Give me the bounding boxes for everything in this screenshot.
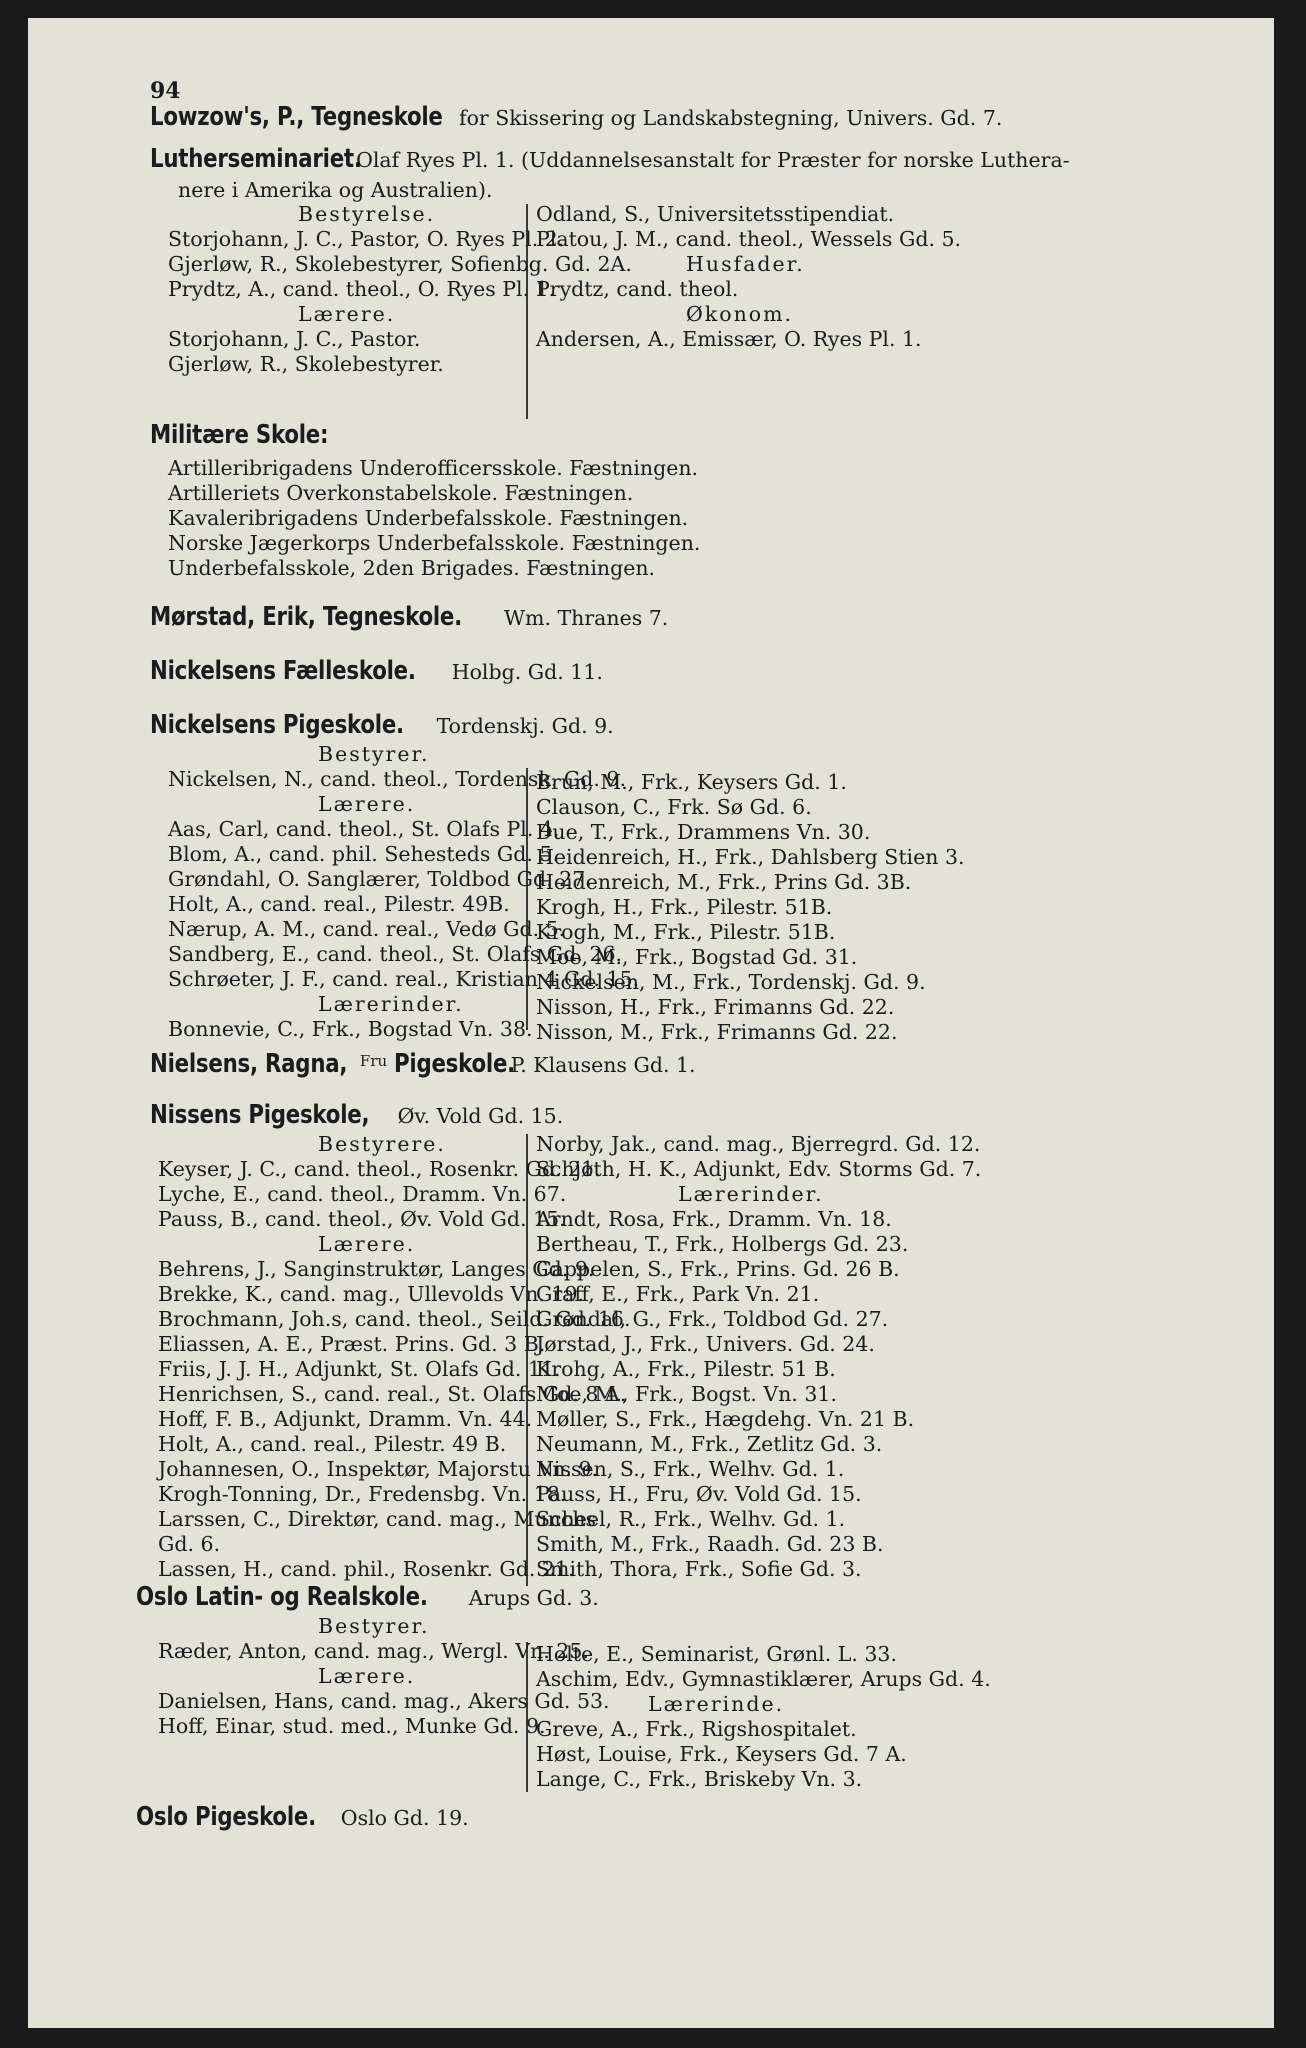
school-name-part2: Pigeskole. xyxy=(393,1049,515,1079)
role-heading: Lærere. xyxy=(318,1232,416,1256)
school-name: Oslo Latin- og Realskole. xyxy=(136,1582,428,1612)
person-entry: Grøndal, G., Frk., Toldbod Gd. 27. xyxy=(536,1307,889,1331)
person-entry: Moe, M., Frk., Bogstad Gd. 31. xyxy=(536,945,858,969)
person-entry: Bonnevie, C., Frk., Bogstad Vn. 38. xyxy=(168,1017,533,1041)
entry-nissens-pigeskole xyxy=(150,1098,590,1133)
directory-page xyxy=(28,18,1274,2028)
school-desc: Holbg. Gd. 11. xyxy=(451,660,603,684)
school-desc: Øv. Vold Gd. 15. xyxy=(397,1104,564,1128)
person-entry: Lyche, E., cand. theol., Dramm. Vn. 67. xyxy=(158,1182,567,1206)
role-heading: Lærerinder. xyxy=(678,1182,824,1206)
entry-militaere-skole xyxy=(150,418,367,453)
person-entry: Aas, Carl, cand. theol., St. Olafs Pl. 4. xyxy=(168,817,560,841)
person-entry: Schjøth, H. K., Adjunkt, Edv. Storms Gd. 7. xyxy=(536,1157,982,1181)
school-desc: Arups Gd. 3. xyxy=(468,1586,599,1610)
person-entry: Schrøeter, J. F., cand. real., Kristian 4 Gd. 15. xyxy=(168,967,640,991)
person-entry: Jørstad, J., Frk., Univers. Gd. 24. xyxy=(536,1332,875,1356)
person-entry: Holte, E., Seminarist, Grønl. L. 33. xyxy=(536,1642,897,1666)
person-entry: Neumann, M., Frk., Zetlitz Gd. 3. xyxy=(536,1432,883,1456)
person-entry: Krogh, M., Frk., Pilestr. 51B. xyxy=(536,920,836,944)
title-fru: Fru xyxy=(359,1052,388,1070)
role-heading: Lærere. xyxy=(318,792,416,816)
person-entry: Johannesen, O., Inspektør, Majorstu Vn. 9. xyxy=(158,1457,599,1481)
person-entry: Behrens, J., Sanginstruktør, Langes Gd. 9. xyxy=(158,1257,595,1281)
person-entry: Scheel, R., Frk., Welhv. Gd. 1. xyxy=(536,1507,846,1531)
person-entry: Lange, C., Frk., Briskeby Vn. 3. xyxy=(536,1767,863,1791)
person-entry: Heidenreich, M., Frk., Prins Gd. 3B. xyxy=(536,870,912,894)
entry-nickelsens-faelleskole xyxy=(150,654,632,689)
person-entry: Nisson, H., Frk., Frimanns Gd. 22. xyxy=(536,995,895,1019)
person-entry: Hoff, F. B., Adjunkt, Dramm. Vn. 44. xyxy=(158,1407,533,1431)
role-heading: Bestyrer. xyxy=(318,1614,430,1638)
person-entry: Heidenreich, H., Frk., Dahlsberg Stien 3. xyxy=(536,845,965,869)
person-entry: Nærup, A. M., cand. real., Vedø Gd. 5. xyxy=(168,917,566,941)
entry-oslo-pigeskole xyxy=(136,1800,490,1835)
page-number: 94 xyxy=(150,78,181,104)
school-desc: Olaf Ryes Pl. 1. (Uddannelsesanstalt for Præster for norske Luthera- xyxy=(356,148,1070,172)
person-entry: Høst, Louise, Frk., Keysers Gd. 7 A. xyxy=(536,1742,907,1766)
person-entry: Brekke, K., cand. mag., Ullevolds Vn. 19. xyxy=(158,1282,585,1306)
role-heading: Økonom. xyxy=(686,302,794,326)
person-entry: Norby, Jak., cand. mag., Bjerregrd. Gd. 12. xyxy=(536,1132,981,1156)
school-name: Nickelsens Pigeskole. xyxy=(150,710,404,740)
person-entry: Sandberg, E., cand. theol., St. Olafs Gd. 26. xyxy=(168,942,623,966)
person-entry: Hoff, Einar, stud. med., Munke Gd. 9. xyxy=(158,1714,546,1738)
person-entry: Henrichsen, S., cand. real., St. Olafs Gd. 8 A. xyxy=(158,1382,627,1406)
school-line: Artilleriets Overkonstabelskole. Fæstningen. xyxy=(168,481,634,505)
role-heading: Bestyrelse. xyxy=(298,202,436,226)
role-heading: Lærere. xyxy=(318,1664,416,1688)
school-name: Mørstad, Erik, Tegneskole. xyxy=(150,602,463,632)
person-entry: Greve, A., Frk., Rigshospitalet. xyxy=(536,1717,857,1741)
person-entry: Andersen, A., Emissær, O. Ryes Pl. 1. xyxy=(536,327,922,351)
school-line: Underbefalsskole, 2den Brigades. Fæstningen. xyxy=(168,556,656,580)
person-entry: Ræder, Anton, cand. mag., Wergl. Vn. 25. xyxy=(158,1639,589,1663)
person-entry: Platou, J. M., cand. theol., Wessels Gd. 5. xyxy=(536,227,962,251)
person-entry: Friis, J. J. H., Adjunkt, St. Olafs Gd. 11. xyxy=(158,1357,561,1381)
entry-oslo-latin-og-realskole xyxy=(136,1580,628,1615)
person-entry: Brochmann, Joh.s, cand. theol., Seild. Gd. 16. xyxy=(158,1307,631,1331)
person-entry: Krogh-Tonning, Dr., Fredensbg. Vn. 18. xyxy=(158,1482,567,1506)
school-line: Norske Jægerkorps Underbefalsskole. Fæstningen. xyxy=(168,531,701,555)
person-entry: Clauson, C., Frk. Sø Gd. 6. xyxy=(536,795,812,819)
entry-nickelsens-pigeskole xyxy=(150,708,643,743)
person-entry: Storjohann, J. C., Pastor, O. Ryes Pl. 2. xyxy=(168,227,565,251)
school-line: Kavaleribrigadens Underbefalsskole. Fæstningen. xyxy=(168,506,689,530)
person-entry: Grøndahl, O. Sanglærer, Toldbod Gd. 27. xyxy=(168,867,592,891)
entry-lowzow xyxy=(150,100,1057,135)
person-entry: Pauss, H., Fru, Øv. Vold Gd. 15. xyxy=(536,1482,862,1506)
person-entry: Smith, Thora, Frk., Sofie Gd. 3. xyxy=(536,1557,862,1581)
school-desc: Oslo Gd. 19. xyxy=(340,1806,469,1830)
person-entry: Nisson, M., Frk., Frimanns Gd. 22. xyxy=(536,1020,898,1044)
person-entry: Holt, A., cand. real., Pilestr. 49 B. xyxy=(158,1432,507,1456)
person-entry: Moe, M., Frk., Bogst. Vn. 31. xyxy=(536,1382,837,1406)
person-entry: Brun, M., Frk., Keysers Gd. 1. xyxy=(536,770,847,794)
school-desc: P. Klausens Gd. 1. xyxy=(510,1053,696,1077)
person-entry: Cappelen, S., Frk., Prins. Gd. 26 B. xyxy=(536,1257,900,1281)
school-desc: Wm. Thranes 7. xyxy=(503,606,669,630)
person-entry: Eliassen, A. E., Præst. Prins. Gd. 3 B. xyxy=(158,1332,546,1356)
school-name: Militære Skole: xyxy=(150,420,329,450)
person-entry: Krohg, A., Frk., Pilestr. 51 B. xyxy=(536,1357,836,1381)
role-heading: Husfader. xyxy=(686,252,805,276)
person-entry: Nissen, S., Frk., Welhv. Gd. 1. xyxy=(536,1457,845,1481)
person-entry: Bertheau, T., Frk., Holbergs Gd. 23. xyxy=(536,1232,909,1256)
person-entry: Nickelsen, N., cand. theol., Tordensk. Gd. 9. xyxy=(168,767,626,791)
entry-lutherseminariet xyxy=(150,142,1128,177)
school-name: Lutherseminariet. xyxy=(150,144,362,174)
school-name: Oslo Pigeskole. xyxy=(136,1802,316,1832)
school-name: Lowzow's, P., Tegneskole xyxy=(150,102,443,132)
person-entry: Gd. 6. xyxy=(158,1532,221,1556)
person-entry: Prydtz, A., cand. theol., O. Ryes Pl. 1. xyxy=(168,277,556,301)
person-entry: Krogh, H., Frk., Pilestr. 51B. xyxy=(536,895,833,919)
school-desc: for Skissering og Landskabstegning, Univers. Gd. 7. xyxy=(459,106,1003,130)
person-entry: Blom, A., cand. phil. Sehesteds Gd. 5. xyxy=(168,842,559,866)
entry-morstad xyxy=(150,600,701,635)
role-heading: Bestyrer. xyxy=(318,742,430,766)
person-entry: Nickelsen, M., Frk., Tordenskj. Gd. 9. xyxy=(536,970,926,994)
person-entry: Pauss, B., cand. theol., Øv. Vold Gd. 15. xyxy=(158,1207,566,1231)
role-heading: Lærerinde. xyxy=(648,1692,785,1716)
person-entry: Due, T., Frk., Drammens Vn. 30. xyxy=(536,820,871,844)
person-entry: Gjerløw, R., Skolebestyrer, Sofienbg. Gd. 2A. xyxy=(168,252,632,276)
person-entry: Holt, A., cand. real., Pilestr. 49B. xyxy=(168,892,510,916)
person-entry: Arndt, Rosa, Frk., Dramm. Vn. 18. xyxy=(536,1207,892,1231)
person-entry: Larssen, C., Direktør, cand. mag., Munchs xyxy=(158,1507,597,1531)
person-entry: Danielsen, Hans, cand. mag., Akers Gd. 53. xyxy=(158,1689,610,1713)
person-entry: Odland, S., Universitetsstipendiat. xyxy=(536,202,895,226)
person-entry: Lassen, H., cand. phil., Rosenkr. Gd. 21. xyxy=(158,1557,575,1581)
role-heading: Lærere. xyxy=(298,302,396,326)
entry-nielsens-ragna xyxy=(150,1044,770,1082)
role-heading: Lærerinder. xyxy=(318,992,464,1016)
person-entry: Keyser, J. C., cand. theol., Rosenkr. Gd. 21. xyxy=(158,1157,601,1181)
person-entry: Prydtz, cand. theol. xyxy=(536,277,739,301)
person-entry: Aschim, Edv., Gymnastiklærer, Arups Gd. 4. xyxy=(536,1667,991,1691)
school-name: Nielsens, Ragna, xyxy=(150,1049,348,1079)
person-entry: Storjohann, J. C., Pastor. xyxy=(168,327,421,351)
person-entry: Smith, M., Frk., Raadh. Gd. 23 B. xyxy=(536,1532,884,1556)
school-desc: Tordenskj. Gd. 9. xyxy=(436,714,614,738)
school-line: Artilleribrigadens Underofficersskole. Fæstningen. xyxy=(168,456,699,480)
person-entry: Møller, S., Frk., Hægdehg. Vn. 21 B. xyxy=(536,1407,915,1431)
person-entry: Gjerløw, R., Skolebestyrer. xyxy=(168,352,444,376)
school-desc-continued: nere i Amerika og Australien). xyxy=(178,178,493,202)
role-heading: Bestyrere. xyxy=(318,1132,446,1156)
school-name: Nissens Pigeskole, xyxy=(150,1100,370,1130)
school-name: Nickelsens Fælleskole. xyxy=(150,656,416,686)
person-entry: Graff, E., Frk., Park Vn. 21. xyxy=(536,1282,820,1306)
